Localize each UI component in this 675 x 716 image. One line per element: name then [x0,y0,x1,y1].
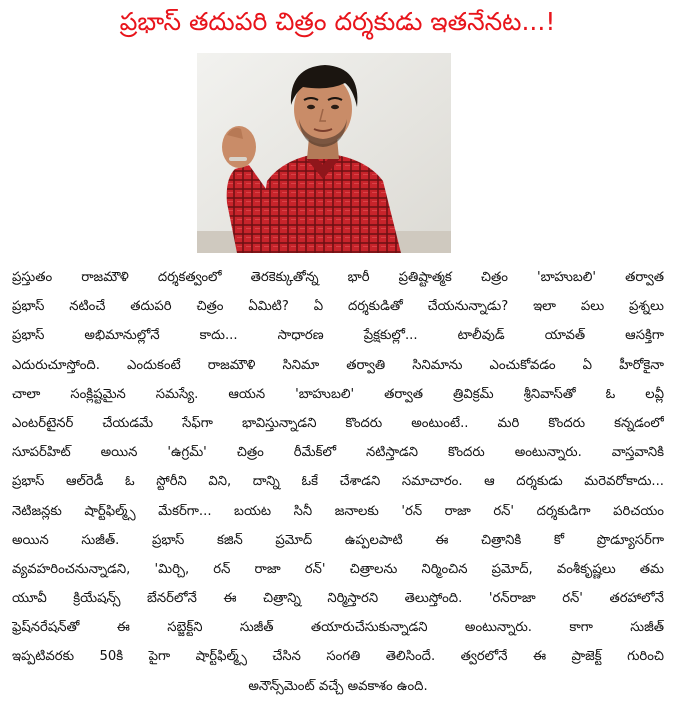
person-photo-icon [197,53,451,253]
article-line: ప్రభాస్ ఆల్‌రెడీ ఓ స్టోరీని విని, దాన్ని ఓకే చేశాడని సమాచారం. ఆ దర్శకుడు మరెవరోకాదు... [12,474,664,490]
article-line: ఎదురుచూస్తోంది. ఎందుకంటే రాజమౌళి సినిమా తర్వాతి సినిమాను ఎంచుకోవడం ఏ హీరోకైనా [12,357,664,373]
article-line: ప్రభాస్ అభిమానుల్లోనే కాదు... సాధారణ ప్రేక్షకుల్లో... టాలీవుడ్ యావత్ ఆసక్తిగా [12,328,664,344]
article-line: యూవీ క్రియేషన్స్ బేనర్‌లోనే ఈ చిత్రాన్ని నిర్మిస్తారని తెలుస్తోంది. 'రన్‌రాజా రన్' తరహాలోనే [12,591,664,607]
article-line: నెటిజన్లకు షార్ట్‌ఫిల్మ్స్ మేకర్‌గా... బయట సినీ జనాలకు 'రన్ రాజా రన్' దర్శకుడిగా పరిచయం [12,503,664,519]
article-body [12,263,664,701]
article-line: ఇప్పటివరకు 50కి పైగా షార్ట్‌ఫిల్మ్స్ చేసిన సంగతి తెలిసిందే. త్వరలోనే ఈ ప్రాజెక్ట్ గురించి [12,649,664,665]
article-line: ప్రభాస్ నటించే తదుపరి చిత్రం ఏమిటి? ఏ దర్శకుడితో చేయనున్నాడు? ఇలా పలు ప్రశ్నలు [12,299,664,315]
page-title: ప్రభాస్ తదుపరి చిత్రం దర్శకుడు ఇతనేనట...! [119,7,556,36]
article-line: సూపర్‌హిట్ అయిన 'ఉగ్రమ్' చిత్రం రీమేక్‌లో నటిస్తాడని కొందరు అంటున్నారు. వాస్తవానికి [12,445,664,461]
article-line: ఎంటర్‌టైనర్ చేయడమే సేఫ్‌గా భావిస్తున్నాడని కొందరు అంటుంటే.. మరి కొందరు కన్నడంలో [12,415,664,431]
article-photo [197,53,451,253]
article-line: అనౌన్స్‌మెంట్ వచ్చే అవకాశం ఉంది. [248,678,428,694]
article-line: ప్రస్తుతం రాజమౌళి దర్శకత్వంలో తెరకెక్కుతోన్న భారీ ప్రతిష్టాత్మక చిత్రం 'బాహుబలి' తర్వాత [12,270,664,285]
article-line: అయిన సుజీత్. ప్రభాస్ కజిన్ ప్రమోద్ ఉప్పలపాటి ఈ చిత్రానికి కో ప్రొడ్యూసర్‌గా [12,532,664,548]
article-line: ఫ్రెష్‌నరేషన్‌తో ఈ సబ్జెక్ట్‌ని సుజీత్ తయారుచేసుకున్నాడని అంటున్నారు. కాగా సుజీత్ [12,620,664,636]
article-line: వ్యవహరించనున్నాడని, 'మిర్చి, రన్ రాజా రన్' చిత్రాలను నిర్మించిన ప్రమోద్, వంశీకృష్ణలు తమ [12,561,664,577]
article-line: చాలా సంక్లిష్టమైన సమస్యే. ఆయన 'బాహుబలి' తర్వాత త్రివిక్రమ్ శ్రీనివాస్‌తో ఓ లవ్లీ [12,386,664,402]
